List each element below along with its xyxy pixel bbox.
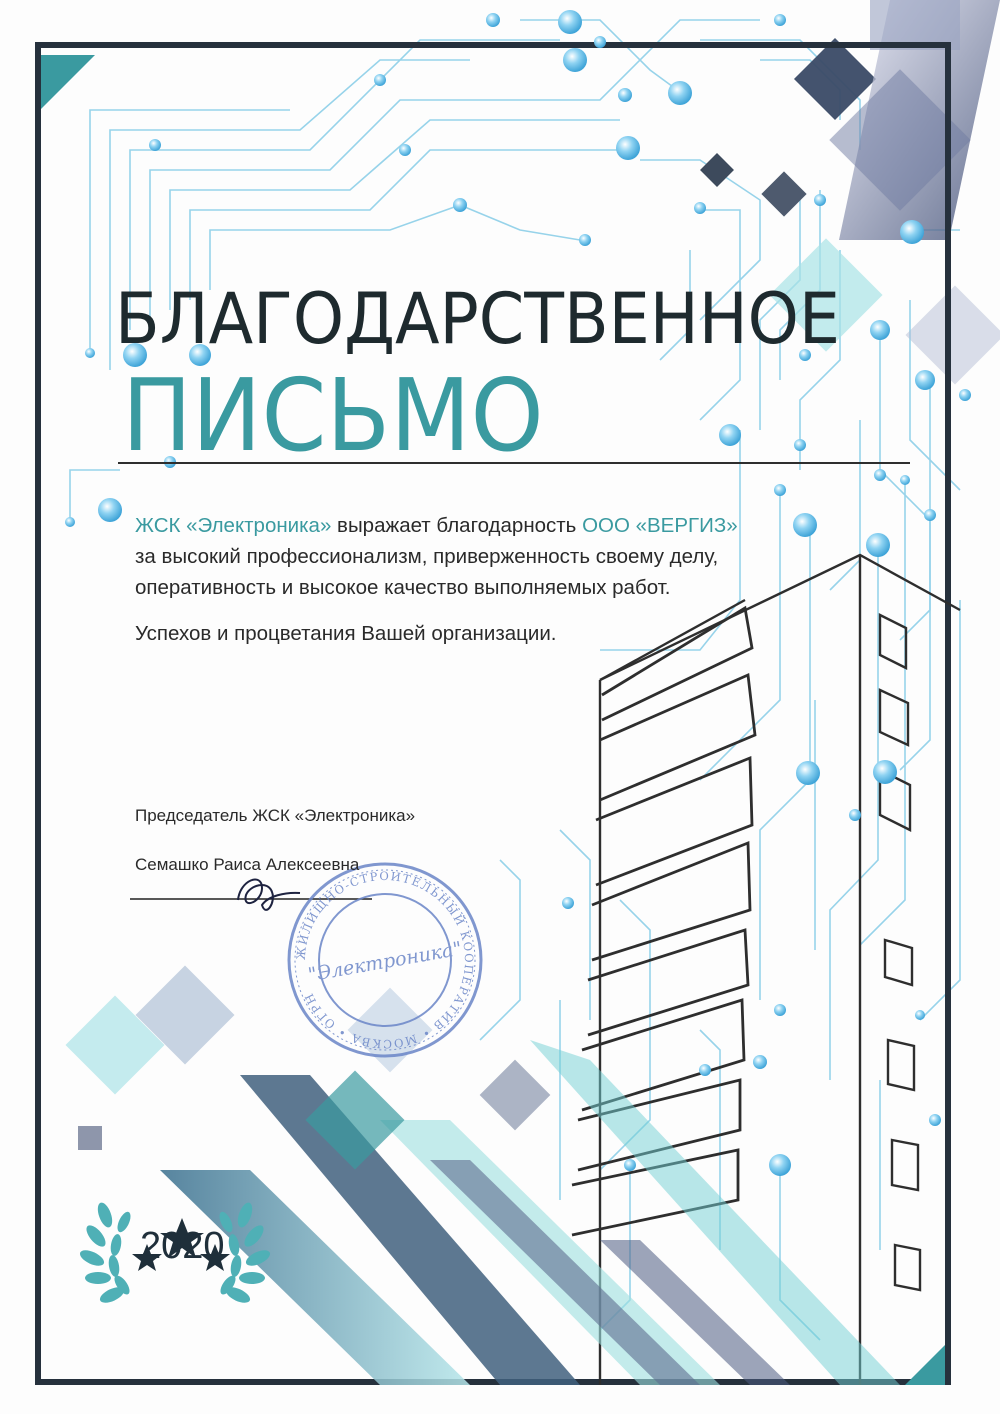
circuit-lines bbox=[70, 20, 960, 1340]
stamp-center-text: "Электроника" bbox=[306, 937, 464, 987]
letter-body bbox=[135, 510, 835, 603]
letter-wish: Успехов и процветания Вашей организации. bbox=[135, 622, 557, 645]
signature-handwritten bbox=[238, 879, 300, 909]
letter-line-1 bbox=[135, 510, 835, 541]
sender-name: ЖСК «Электроника» bbox=[135, 514, 332, 537]
logo-year: 2020 bbox=[140, 1225, 225, 1267]
bottom-stripes bbox=[66, 966, 945, 1385]
signatory-position: Председатель ЖСК «Электроника» bbox=[135, 806, 416, 825]
letter-line-3: оперативность и высокое качество выполняемых работ. bbox=[135, 576, 671, 599]
page-title-line1: БЛАГОДАРСТВЕННОЕ bbox=[115, 278, 841, 360]
recipient-name: ООО «ВЕРГИЗ» bbox=[582, 514, 738, 537]
letter-line-2: за высокий профессионализм, приверженность своему делу, bbox=[135, 545, 719, 568]
signatory-name: Семашко Раиса Алексеевна bbox=[135, 855, 360, 874]
page-title-line2: ПИСЬМО bbox=[122, 357, 544, 474]
laurel-left-icon bbox=[78, 1201, 133, 1306]
thanks-verb: выражает благодарность bbox=[337, 514, 577, 537]
stamp-ring-text: ЖИЛИЩНО-СТРОИТЕЛЬНЫЙ КООПЕРАТИВ • МОСКВА • ОГРН bbox=[293, 868, 477, 1052]
